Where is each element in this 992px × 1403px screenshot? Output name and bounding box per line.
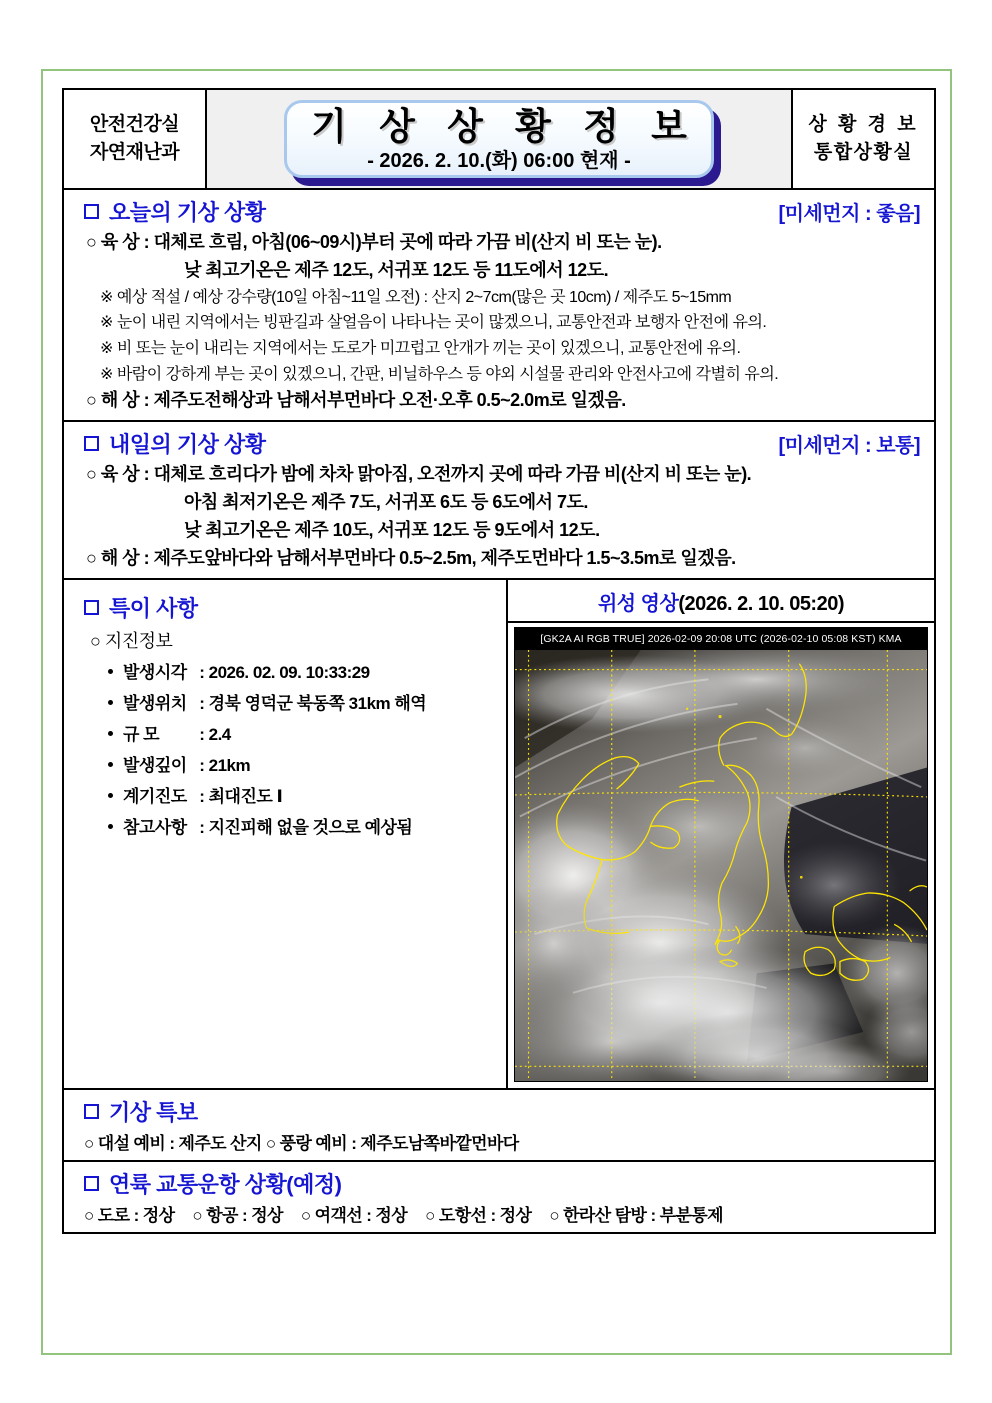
section-today-weather (64, 190, 934, 422)
header-department-cell (64, 90, 207, 188)
today-note-1: ※ 예상 적설 / 예상 강수량(10일 아침~11일 오전) : 산지 2~7cm(많은 곳 10cm) / 제주도 5~15mm (100, 288, 732, 306)
special-section-title: 특이 사항 (84, 592, 198, 623)
checkbox-icon (84, 204, 99, 219)
earthquake-value: 경북 영덕군 북동쪽 31km 해역 (208, 693, 427, 713)
circle-bullet-icon: ○ (192, 1205, 203, 1225)
today-note-4: ※ 바람이 강하게 부는 곳이 있겠으니, 간판, 비닐하우스 등 야외 시설물 관리와 안전사고에 각별히 유의. (100, 365, 779, 383)
section-weather-alerts (64, 1090, 934, 1162)
transport-value-hallasan: 부분통제 (659, 1205, 723, 1225)
tomorrow-section-header (64, 422, 934, 461)
tomorrow-sea-label: ○ 해 상 : (86, 547, 154, 568)
earthquake-label: 규 모 (123, 724, 160, 744)
header-situation-line2: 통합상황실 (813, 142, 914, 163)
today-note-2: ※ 눈이 내린 지역에서는 빙판길과 살얼음이 나타나는 곳이 많겠으니, 교통안전과 보행자 안전에 유의. (100, 314, 767, 332)
bullet-icon (108, 793, 113, 798)
today-section-title: 오늘의 기상 상황 (84, 196, 266, 227)
checkbox-icon (84, 1104, 99, 1119)
transport-label-air: 항공 (206, 1205, 238, 1225)
satellite-image-caption: [GK2A AI RGB TRUE] 2026-02-09 20:08 UTC (2026-02-10 05:08 KST) KMA (515, 628, 927, 650)
transport-value-road: 정상 (142, 1205, 175, 1225)
earthquake-label: 참고사항 (123, 817, 187, 837)
circle-bullet-icon: ○ (300, 1205, 311, 1225)
section-transport-status (64, 1162, 934, 1232)
earthquake-value: 2.4 (208, 724, 231, 744)
tomorrow-sea-line (64, 545, 934, 578)
transport-label-hallasan: 한라산 탐방 (563, 1205, 647, 1225)
tomorrow-section-title: 내일의 기상 상황 (84, 428, 266, 459)
earthquake-value: 2026. 02. 09. 10:33:29 (208, 662, 370, 682)
bullet-icon (108, 731, 113, 736)
alerts-line: ○ 대설 예비 : 제주도 산지 ○ 풍랑 예비 : 제주도남쪽바깥먼바다 (84, 1133, 519, 1153)
today-fine-dust-badge: [미세먼지 : 좋음] (778, 203, 920, 225)
today-section-header (64, 190, 934, 229)
today-note-3: ※ 비 또는 눈이 내리는 지역에서는 도로가 미끄럽고 안개가 끼는 곳이 있겠으니, 교통안전에 유의. (100, 339, 741, 357)
document-header (64, 90, 934, 190)
tomorrow-sea-text: 제주도앞바다와 남해서부먼바다 0.5~2.5m, 제주도먼바다 1.5~3.5m로 일겠음. (153, 547, 736, 568)
header-department-line2: 자연재난과 (89, 142, 180, 163)
earthquake-subheading: ○ 지진정보 (90, 630, 173, 651)
earthquake-item-magnitude: 규 모 : 2.4 (64, 717, 506, 748)
special-notes-column (64, 580, 508, 1088)
transport-label-boat: 도항선 (438, 1205, 487, 1225)
earthquake-item-location: 발생위치 : 경북 영덕군 북동쪽 31km 해역 (64, 686, 506, 717)
bullet-icon (108, 669, 113, 674)
checkbox-icon (84, 600, 99, 615)
earthquake-item-remarks: 참고사항 : 지진피해 없을 것으로 예상됨 (64, 810, 506, 841)
satellite-title: 위성 영상 (597, 592, 679, 615)
today-sea-label: ○ 해 상 : (86, 390, 154, 411)
transport-value-ferry: 정상 (375, 1205, 408, 1225)
transport-line: ○ 도로 : 정상 ○ 항공 : 정상 ○ 여객선 : 정상 ○ 도항선 : 정상 ○ 한라산 탐방 : 부분통제 (84, 1205, 723, 1225)
earthquake-label: 발생시각 (123, 662, 187, 682)
today-sea-line (64, 387, 934, 420)
satellite-datetime: (2026. 2. 10. 05:20) (678, 592, 845, 615)
earthquake-value: 21km (208, 755, 251, 775)
page-title: 기 상 상 황 정 보 (311, 105, 698, 147)
header-situation-room-cell (791, 90, 934, 188)
earthquake-label: 발생위치 (123, 693, 187, 713)
transport-section-header (64, 1162, 934, 1201)
section-tomorrow-weather (64, 422, 934, 580)
checkbox-icon (84, 436, 99, 451)
today-sea-text: 제주도전해상과 남해서부먼바다 오전·오후 0.5~2.0m로 일겠음. (153, 390, 626, 411)
earthquake-item-intensity: 계기진도 : 최대진도 Ⅰ (64, 779, 506, 810)
special-section-header (64, 586, 506, 625)
checkbox-icon (84, 1176, 99, 1191)
today-max-temp-line: 낮 최고기온은 제주 12도, 서귀포 12도 등 11도에서 12도. (184, 259, 609, 280)
bullet-icon (108, 824, 113, 829)
transport-section-title: 연륙 교통운항 상황(예정) (84, 1168, 341, 1199)
weather-report-document (62, 88, 936, 1234)
circle-bullet-icon: ○ (84, 1205, 94, 1225)
bullet-icon (108, 762, 113, 767)
satellite-image (514, 627, 928, 1082)
satellite-image-graphic (515, 650, 927, 1081)
header-situation-line1: 상 황 경 보 (808, 114, 919, 136)
transport-label-road: 도로 (97, 1205, 130, 1225)
transport-value-air: 정상 (251, 1205, 283, 1225)
tomorrow-land-label: ○ 육 상 : (86, 464, 154, 485)
earthquake-value: 지진피해 없을 것으로 예상됨 (208, 817, 413, 837)
tomorrow-fine-dust-badge: [미세먼지 : 보통] (778, 435, 920, 458)
tomorrow-land-line (64, 461, 934, 489)
header-department-line1: 안전건강실 (89, 114, 180, 136)
circle-bullet-icon: ○ (549, 1205, 559, 1225)
bullet-icon (108, 700, 113, 705)
header-title-cell (207, 90, 791, 188)
satellite-section-header (508, 580, 934, 623)
title-banner-body (284, 100, 714, 178)
tomorrow-max-temp-line: 낮 최고기온은 제주 10도, 서귀포 12도 등 9도에서 12도. (184, 519, 600, 540)
alerts-section-header (64, 1090, 934, 1129)
earthquake-item-depth: 발생깊이 : 21km (64, 748, 506, 779)
satellite-image-canvas (515, 650, 927, 1081)
alerts-section-title: 기상 특보 (84, 1096, 198, 1127)
satellite-column (508, 580, 934, 1088)
title-banner (284, 100, 714, 178)
transport-label-ferry: 여객선 (314, 1205, 363, 1225)
earthquake-value: 최대진도 Ⅰ (208, 786, 283, 806)
transport-value-boat: 정상 (499, 1205, 532, 1225)
page-title-datetime: - 2026. 2. 10.(화) 06:00 현재 - (367, 149, 631, 172)
section-special-and-satellite (64, 580, 934, 1090)
circle-bullet-icon: ○ (425, 1205, 435, 1225)
tomorrow-min-temp-line: 아침 최저기온은 제주 7도, 서귀포 6도 등 6도에서 7도. (184, 491, 588, 512)
tomorrow-land-text: 대체로 흐리다가 밤에 차차 맑아짐, 오전까지 곳에 따라 가끔 비(산지 비 또는 눈). (153, 464, 752, 485)
today-land-text: 대체로 흐림, 아침(06~09시)부터 곳에 따라 가끔 비(산지 비 또는 눈). (153, 232, 662, 252)
today-land-line (64, 229, 934, 257)
earthquake-item-time: 발생시각 : 2026. 02. 09. 10:33:29 (64, 655, 506, 686)
today-land-label: ○ 육 상 : (86, 232, 154, 252)
earthquake-label: 계기진도 (123, 786, 187, 806)
earthquake-label: 발생깊이 (123, 755, 187, 775)
